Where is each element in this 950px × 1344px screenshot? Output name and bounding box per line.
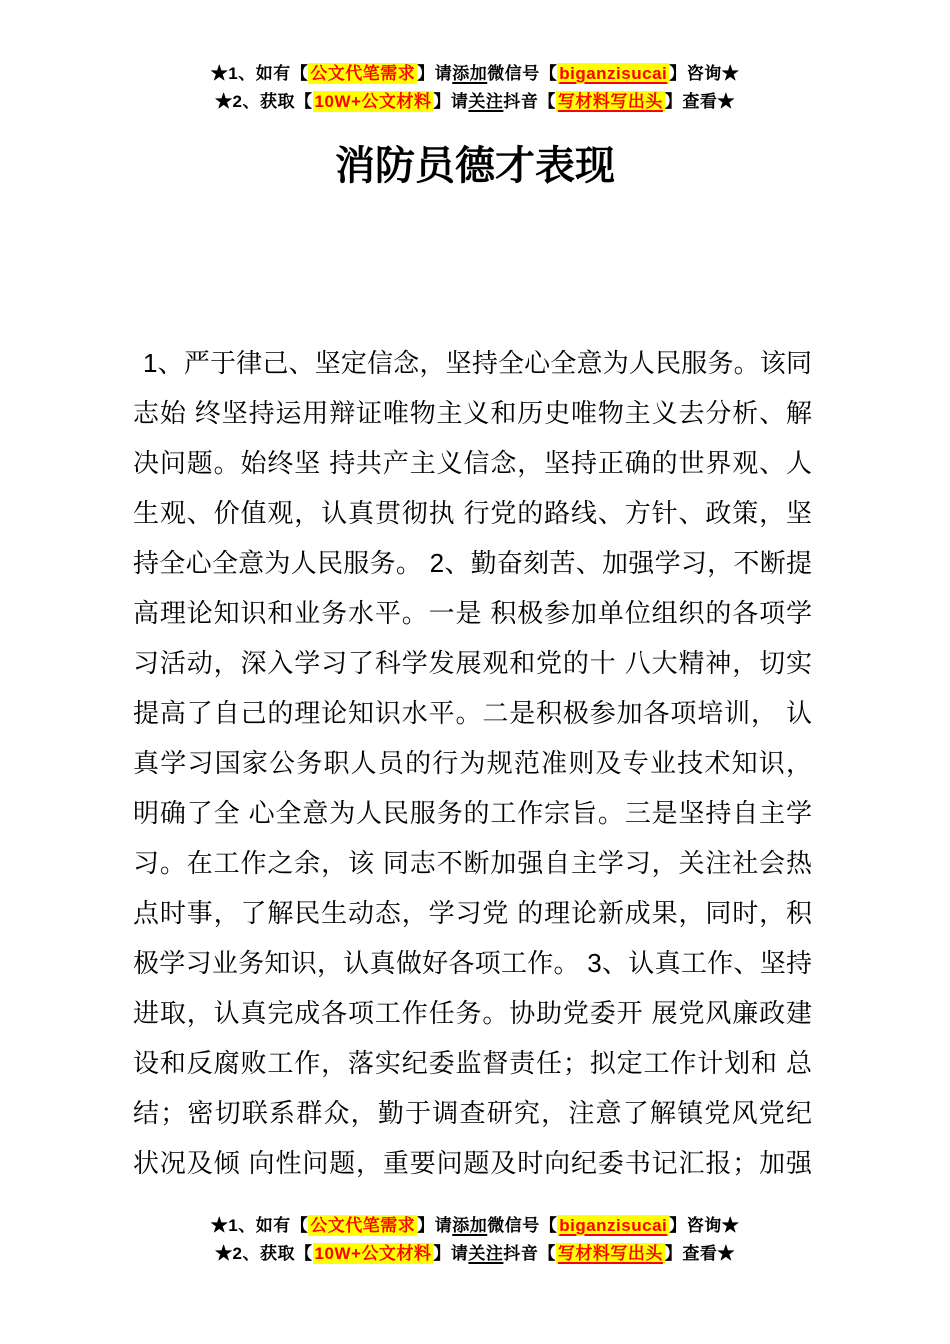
promo-highlight-keyword: 10W+公文材料 <box>314 1244 432 1263</box>
promo-highlight-keyword: 公文代笔需求 <box>310 1216 416 1235</box>
promo-prefix-text: ★2、获取【 <box>215 1244 313 1263</box>
promo-bracket-text: 】请 <box>417 64 453 83</box>
body-line: 习活动，深入学习了科学发展观和党的十 八大精神，切实 <box>133 648 812 678</box>
promo-bracket-text: 】请 <box>433 92 469 111</box>
promo-prefix-text: ★2、获取【 <box>215 92 313 111</box>
body-line: 点时事，了解民生动态，学习党 的理论新成果，同时，积 <box>133 898 812 928</box>
promo-platform-text: 微信号【 <box>487 64 558 83</box>
body-line: 志始 终坚持运用辩证唯物主义和历史唯物主义去分析、解 <box>133 398 812 428</box>
promo-highlight-keyword: 公文代笔需求 <box>310 64 416 83</box>
page-title: 消防员德才表现 <box>335 144 615 188</box>
body-line: 状况及倾 向性问题，重要问题及时向纪委书记汇报；加强 <box>133 1148 812 1178</box>
body-line: 设和反腐败工作，落实纪委监督责任；拟定工作计划和 总 <box>133 1048 812 1078</box>
promo-underlined-action: 关注 <box>468 92 504 111</box>
body-line: 生观、价值观，认真贯彻执 行党的路线、方针、政策，坚 <box>133 498 812 528</box>
promo-suffix-text: 】咨询★ <box>669 64 740 83</box>
body-line: 明确了全 心全意为人民服务的工作宗旨。三是坚持自主学 <box>133 798 812 828</box>
promo-underlined-action: 关注 <box>468 1244 504 1263</box>
promo-underlined-action: 添加 <box>452 1216 488 1235</box>
promo-bracket-text: 】请 <box>417 1216 453 1235</box>
promo-highlight-account: 写材料写出头 <box>557 92 663 111</box>
body-line: 真学习国家公务职人员的行为规范准则及专业技术知识， <box>133 748 812 778</box>
promo-platform-text: 抖音【 <box>503 1244 556 1263</box>
body-line: 极学习业务知识，认真做好各项工作。 3、认真工作、坚持 <box>133 948 812 978</box>
body-line: 高理论知识和业务水平。一是 积极参加单位组织的各项学 <box>133 598 812 628</box>
body-line: 进取，认真完成各项工作任务。协助党委开 展党风廉政建 <box>133 998 812 1028</box>
promo-prefix-text: ★1、如有【 <box>210 1216 309 1235</box>
promo-highlight-keyword: 10W+公文材料 <box>314 92 432 111</box>
body-line: 提高了自己的理论知识水平。二是积极参加各项培训， 认 <box>133 698 812 728</box>
body-line: 持全心全意为人民服务。 2、勤奋刻苦、加强学习，不断提 <box>133 548 812 578</box>
promo-suffix-text: 】查看★ <box>664 1244 735 1263</box>
promo-highlight-account: biganzisucai <box>559 1216 668 1235</box>
promo-suffix-text: 】咨询★ <box>669 1216 740 1235</box>
promo-line-1 <box>0 1212 950 1240</box>
promo-platform-text: 抖音【 <box>503 92 556 111</box>
promo-prefix-text: ★1、如有【 <box>210 64 309 83</box>
body-line: 习。在工作之余，该 同志不断加强自主学习，关注社会热 <box>133 848 812 878</box>
promo-line-2 <box>0 88 950 116</box>
promo-suffix-text: 】查看★ <box>664 92 735 111</box>
promo-highlight-account: biganzisucai <box>559 64 668 83</box>
body-line: 1、严于律己、坚定信念，坚持全心全意为人民服务。该同 <box>143 348 812 378</box>
document-body <box>133 338 812 1188</box>
body-line: 结；密切联系群众，勤于调查研究，注意了解镇党风党纪 <box>133 1098 812 1128</box>
promo-highlight-account: 写材料写出头 <box>557 1244 663 1263</box>
promo-underlined-action: 添加 <box>452 64 488 83</box>
promo-line-1 <box>0 60 950 88</box>
promo-bracket-text: 】请 <box>433 1244 469 1263</box>
promo-line-2 <box>0 1240 950 1268</box>
promo-platform-text: 微信号【 <box>487 1216 558 1235</box>
header-promo <box>0 60 950 116</box>
footer-promo <box>0 1212 950 1268</box>
body-line: 决问题。始终坚 持共产主义信念，坚持正确的世界观、人 <box>133 448 812 478</box>
